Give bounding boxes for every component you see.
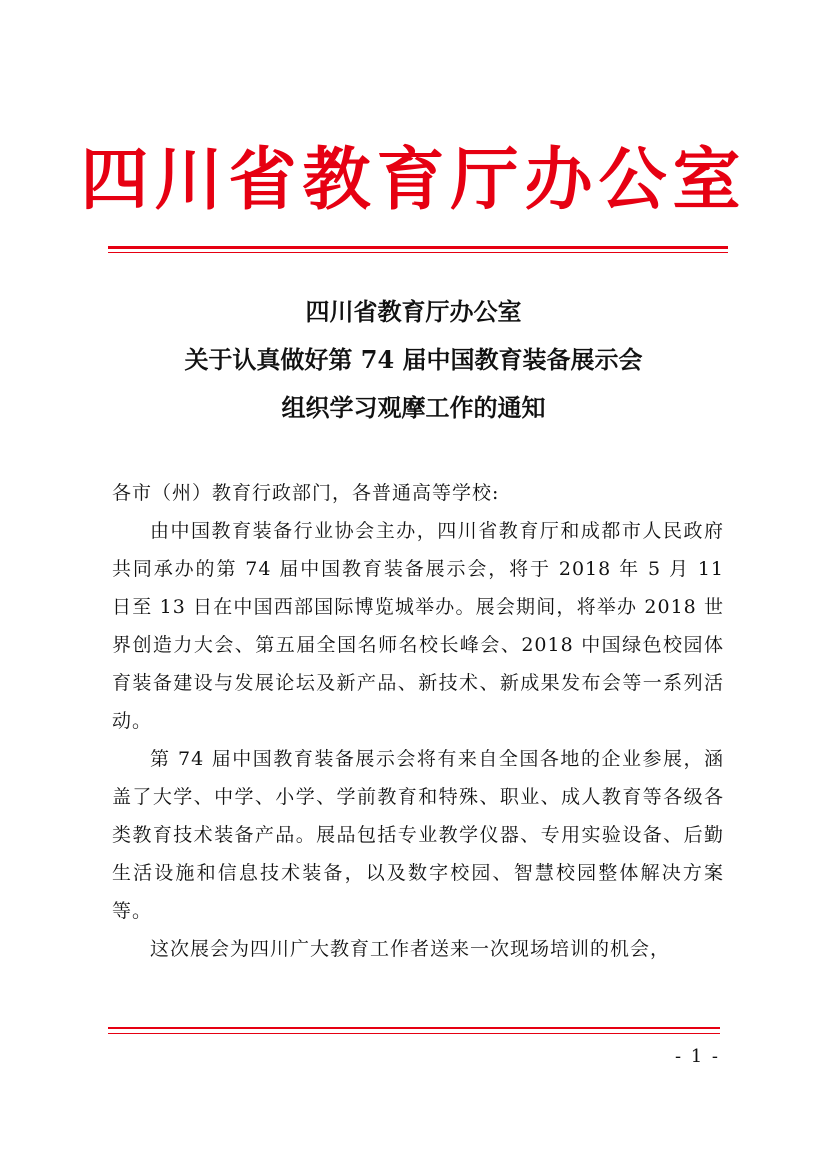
body-paragraph: 第 74 届中国教育装备展示会将有来自全国各地的企业参展，涵盖了大学、中学、小学、学前教育和特殊、职业、成人教育等各级各类教育技术装备产品。展品包括专业教学仪器、专用实验设备、后勤生活设施和信息技术装备，以及数字校园、智慧校园整体解决方案等。 — [112, 748, 724, 922]
title-line-subject: 关于认真做好第 74 届中国教育装备展示会 — [184, 345, 643, 374]
title-line-subject-cont: 组织学习观摩工作的通知 — [281, 393, 546, 422]
letterhead-red-rule-thin — [108, 252, 728, 253]
letterhead-title: 四川省教育厅办公室 — [80, 140, 747, 220]
letterhead-red-rule — [108, 246, 728, 249]
page-number: - 1 - — [674, 1046, 720, 1067]
salutation: 各市（州）教育行政部门，各普通高等学校: — [112, 482, 500, 504]
footer-red-rule — [108, 1027, 720, 1029]
body-paragraph: 由中国教育装备行业协会主办，四川省教育厅和成都市人民政府共同承办的第 74 届中国教育装备展示会，将于 2018 年 5 月 11 日至 13 日在中国西部国际博览城举办。展会期间，将举办 2018 世界创造力大会、第五届全国名师名校长峰会、2018 中国绿色校园体育装备建设与发展论坛及新产品、新技术、新成果发布会等一系列活动。 — [112, 520, 724, 732]
document-title — [0, 288, 827, 432]
body-paragraph: 这次展会为四川广大教育工作者送来一次现场培训的机会， — [150, 938, 671, 960]
footer-red-rule-thin — [108, 1033, 720, 1034]
document-body — [112, 474, 724, 968]
title-line-issuer: 四川省教育厅办公室 — [305, 297, 522, 326]
